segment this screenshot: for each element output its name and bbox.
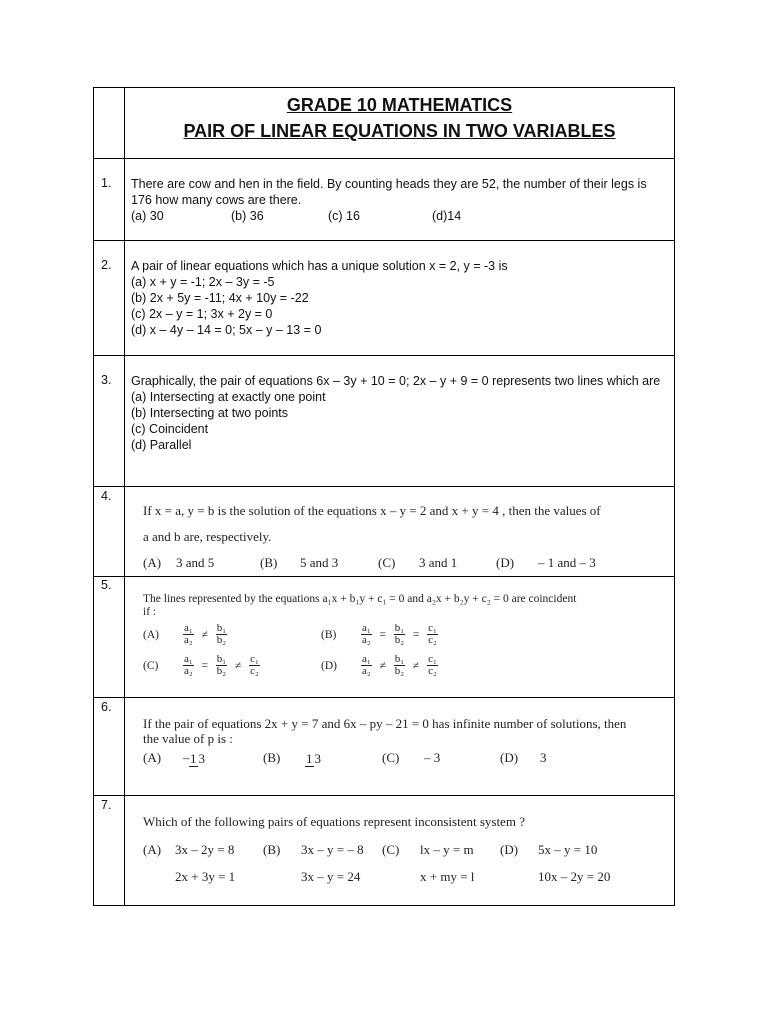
option-a: (a) Intersecting at exactly one point	[131, 390, 326, 404]
question-number: 4.	[94, 487, 125, 577]
question-body-7	[125, 796, 675, 906]
option-c-eq-1: lx – y = m	[420, 842, 474, 857]
option-a-sign: –	[183, 750, 190, 766]
option-c-label: (C)	[382, 842, 400, 857]
question-row-7	[94, 796, 675, 906]
header-title-cell	[125, 88, 675, 159]
option-a-label: (A)	[143, 842, 162, 857]
options-grid	[143, 623, 668, 677]
option-a-value: 1 3	[190, 750, 205, 766]
question-row-1	[94, 159, 675, 241]
option-a: (A) a₁ a₂ ≠ b₁ b₂	[143, 622, 227, 646]
option-b-label: (B)	[260, 555, 278, 570]
question-line-1: If x = a, y = b is the solution of the equations x – y = 2 and x + y = 4 , then the values of	[143, 503, 601, 518]
question-body-3	[125, 356, 675, 487]
option-b-label: (B)	[263, 842, 281, 857]
option-a-eq-1: 3x – 2y = 8	[175, 842, 235, 857]
option-c-value: 3 and 1	[419, 555, 458, 570]
question-body-2	[125, 241, 675, 356]
question-line-1: The lines represented by the equations a₁x + b₁y + c₁ = 0 and a₂x + b₂y + c₂ = 0 are coincident	[143, 593, 577, 605]
fraction-c: c₁ c₂	[250, 653, 259, 677]
question-text: Which of the following pairs of equations represent inconsistent system ?	[143, 814, 525, 829]
options	[131, 208, 668, 224]
options-row-1	[143, 842, 668, 858]
fraction-a: $\frac{\text{a₁}}{\text{a₂}}$	[362, 622, 371, 646]
option-b-eq-1: 3x – y = – 8	[301, 842, 364, 857]
option-a: (a) x + y = -1; 2x – 3y = -5	[131, 275, 275, 289]
option-d: (d) x – 4y – 14 = 0; 5x – y – 13 = 0	[131, 323, 322, 337]
options	[131, 555, 668, 571]
option-c-value: – 3	[424, 750, 441, 766]
options-row-2	[143, 869, 668, 885]
question-body-1	[125, 159, 675, 241]
question-line-2: if :	[143, 606, 157, 618]
option-c: (c) Coincident	[131, 422, 209, 436]
option-d-label: (D)	[500, 842, 519, 857]
question-row-5	[94, 577, 675, 698]
question-number: 7.	[94, 796, 125, 906]
option-d-eq-1: 5x – y = 10	[538, 842, 598, 857]
question-line-2: the value of p is :	[143, 731, 233, 746]
fraction-b: b₁ b₂	[216, 622, 227, 646]
option-d: (d)14	[432, 209, 462, 223]
fraction-a: a₁ a₂	[184, 622, 193, 646]
option-c-label: (C)	[382, 750, 400, 766]
option-c: (c) 16	[328, 209, 360, 223]
question-number: 5.	[94, 577, 125, 698]
question-number: 2.	[94, 241, 125, 356]
question-row-6	[94, 698, 675, 796]
question-number: 6.	[94, 698, 125, 796]
question-body-5	[125, 577, 675, 698]
option-d: (D) a₁ a₂ ≠ b₁ b₂ ≠ c₁ c₂	[321, 653, 437, 677]
option-b-label: (B)	[263, 750, 281, 766]
option-b: (B) $\frac{\text{a₁}}{\text{a₂}}$ = $\frac{\text{b₁}}{\text{b₂}}$ = $\frac{\text{c₁}}{\text{c₂}}$	[321, 622, 437, 646]
options	[143, 750, 668, 767]
option-d-value: – 1 and – 3	[538, 555, 596, 570]
fraction-b: $\frac{\text{b₁}}{\text{b₂}}$	[216, 653, 227, 677]
fraction-b: b₁ b₂	[394, 653, 405, 677]
option-b: (b) Intersecting at two points	[131, 406, 289, 420]
question-text: There are cow and hen in the field. By counting heads they are 52, the number of their legs is 176 how many cows are there.	[131, 177, 647, 207]
question-row-2	[94, 241, 675, 356]
option-c: (c) 2x – y = 1; 3x + 2y = 0	[131, 307, 273, 321]
fraction-a: a₁ a₂	[362, 653, 371, 677]
question-body-4	[125, 487, 675, 577]
fraction-c: $\frac{\text{c₁}}{\text{c₂}}$	[428, 622, 437, 646]
question-line-2: a and b are, respectively.	[143, 529, 272, 544]
option-a-label: (A)	[143, 750, 162, 766]
option-b: (b) 36	[231, 209, 264, 223]
option-d-label: (D)	[496, 555, 515, 570]
header-row	[94, 88, 675, 159]
fraction-c: c₁ c₂	[428, 653, 437, 677]
question-line-1: If the pair of equations 2x + y = 7 and 6x – py – 21 = 0 has infinite number of solutions, then	[143, 716, 627, 731]
question-row-3	[94, 356, 675, 487]
question-body-6	[125, 698, 675, 796]
option-c: (C) $\frac{\text{a₁}}{\text{a₂}}$ = $\frac{\text{b₁}}{\text{b₂}}$ ≠ c₁ c₂	[143, 653, 259, 677]
question-number: 3.	[94, 356, 125, 487]
title-line-2: PAIR OF LINEAR EQUATIONS IN TWO VARIABLES	[183, 121, 616, 141]
option-a-eq-2: 2x + 3y = 1	[175, 869, 236, 884]
option-d: (d) Parallel	[131, 438, 192, 452]
worksheet-table	[93, 87, 675, 906]
option-c-label: (C)	[378, 555, 396, 570]
question-row-4	[94, 487, 675, 577]
option-d-eq-2: 10x – 2y = 20	[538, 869, 611, 884]
option-a: (a) 30	[131, 209, 164, 223]
option-a-label: (A)	[143, 555, 162, 570]
title-line-1: GRADE 10 MATHEMATICS	[286, 95, 513, 115]
option-b: (b) 2x + 5y = -11; 4x + 10y = -22	[131, 291, 309, 305]
fraction-b: $\frac{\text{b₁}}{\text{b₂}}$	[394, 622, 405, 646]
question-text: A pair of linear equations which has a unique solution x = 2, y = -3 is	[131, 259, 508, 273]
option-d-value: 3	[540, 750, 547, 766]
question-number: 1.	[94, 159, 125, 241]
option-b-value: 5 and 3	[300, 555, 339, 570]
option-c-eq-2: x + my = l	[420, 869, 475, 884]
question-text: Graphically, the pair of equations 6x – 3y + 10 = 0; 2x – y + 9 = 0 represents two lines which are	[131, 374, 661, 388]
option-d-label: (D)	[500, 750, 519, 766]
option-b-eq-2: 3x – y = 24	[301, 869, 361, 884]
option-b-value: 1 3	[306, 750, 321, 766]
fraction-a: $\frac{\text{a₁}}{\text{a₂}}$	[184, 653, 193, 677]
header-number-cell	[94, 88, 125, 159]
option-a-value: 3 and 5	[176, 555, 215, 570]
